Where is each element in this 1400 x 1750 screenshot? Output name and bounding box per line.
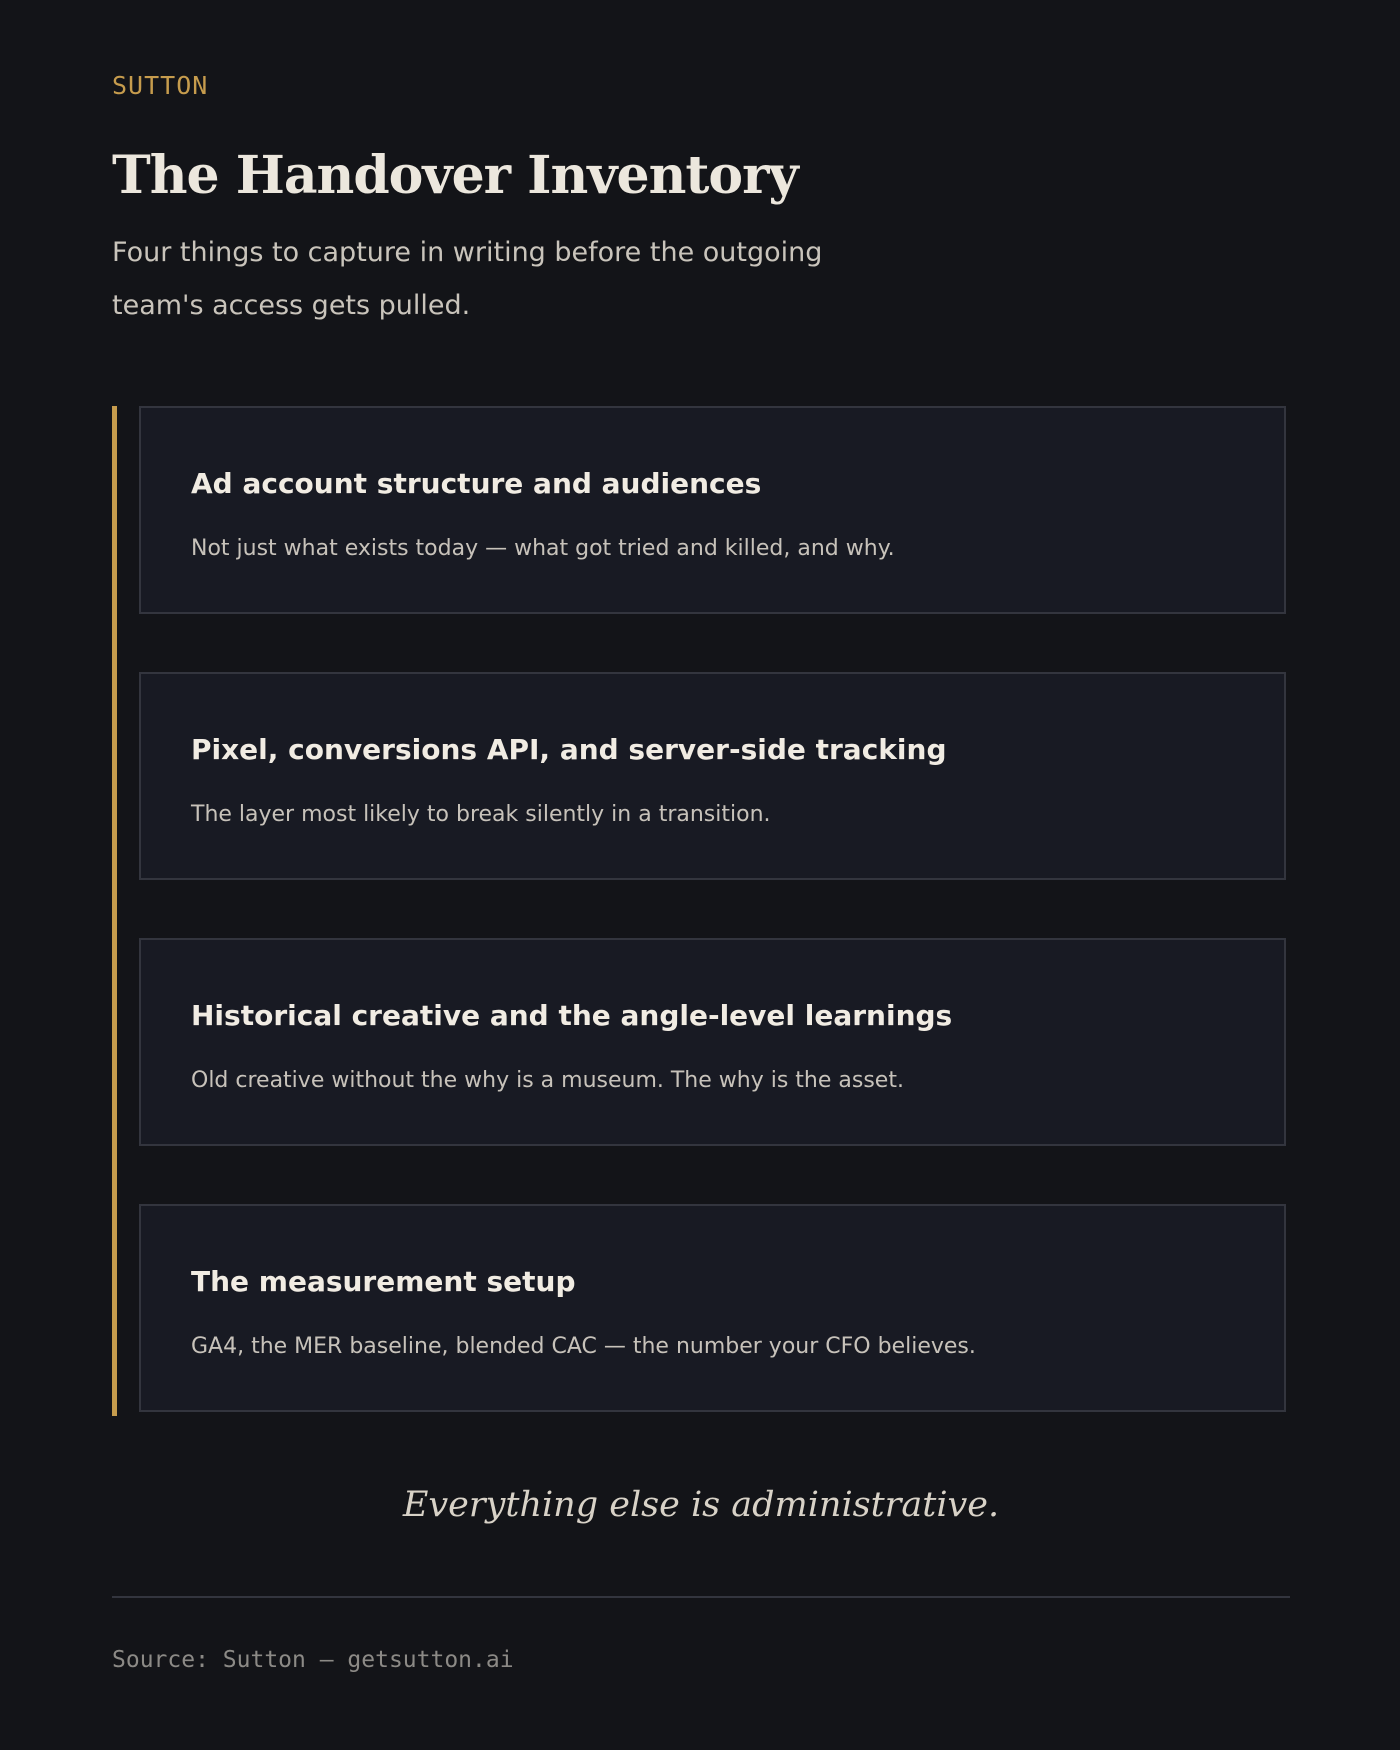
inventory-list xyxy=(112,406,1290,1416)
page-subtitle: Four things to capture in writing before the outgoing team's access gets pulled. xyxy=(112,237,823,321)
card-description: The layer most likely to break silently in a transition. xyxy=(191,802,771,827)
card-title: The measurement setup xyxy=(191,1265,576,1298)
card-title: Historical creative and the angle-level learnings xyxy=(191,999,953,1032)
inventory-card-ad-account xyxy=(139,406,1286,614)
footer-divider xyxy=(112,1596,1290,1598)
accent-bar xyxy=(112,406,117,1416)
card-description: Not just what exists today — what got tried and killed, and why. xyxy=(191,536,895,561)
brand-label: SUTTON xyxy=(112,71,209,100)
card-description: Old creative without the why is a museum. The why is the asset. xyxy=(191,1068,904,1093)
inventory-card-tracking xyxy=(139,672,1286,880)
card-title: Pixel, conversions API, and server-side tracking xyxy=(191,733,947,766)
inventory-card-creative xyxy=(139,938,1286,1146)
closing-statement: Everything else is administrative. xyxy=(402,1485,1000,1525)
inventory-card-measurement xyxy=(139,1204,1286,1412)
page-title: The Handover Inventory xyxy=(112,145,798,206)
source-credit: Source: Sutton — getsutton.ai xyxy=(112,1647,514,1673)
card-title: Ad account structure and audiences xyxy=(191,467,762,500)
card-description: GA4, the MER baseline, blended CAC — the number your CFO believes. xyxy=(191,1334,976,1359)
